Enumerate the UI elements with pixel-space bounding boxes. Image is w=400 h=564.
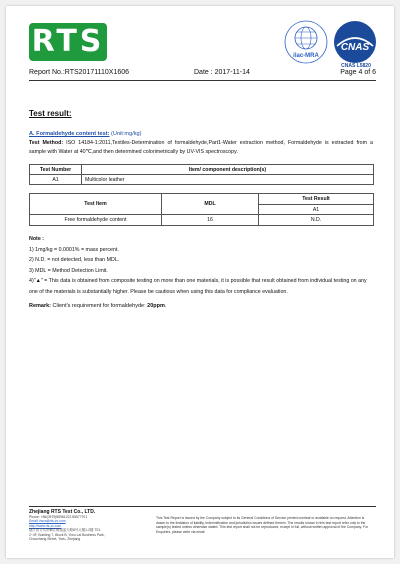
method-text: ISO 14184-1:2011,Textiles-Determination of formaldehyde,Part1-Water extraction method, Formaldehyde is extracted from a sample with Water at 40℃,and then determined colorimetrically by UV-VIS spectroscopy. bbox=[29, 140, 374, 155]
cnas-label: CNAS bbox=[340, 42, 370, 53]
sample-header-description: Item/ component description(s) bbox=[82, 165, 374, 175]
sample-description-cell: Multicolor leather bbox=[82, 175, 374, 185]
test-result-title: Test result: bbox=[29, 109, 72, 118]
sample-number-cell: A1 bbox=[30, 175, 82, 185]
note-item: 3) MDL = Method Detection Limit. bbox=[29, 267, 108, 274]
footer-divider bbox=[29, 506, 376, 507]
note-item: 4)"▲" = This data is obtained from composite testing on more than one materials, it is possible that result obtained from individual testing on any one of the materials is substantially higher. Please be cautious when using this data for compliance evaluation. bbox=[29, 278, 367, 295]
remark-label: Remark: bbox=[29, 303, 52, 309]
note-item: 1) 1mg/kg = 0.0001% = mass percent. bbox=[29, 246, 119, 253]
cnas-code: CNAS L5820 bbox=[341, 63, 371, 69]
header-divider bbox=[29, 80, 376, 81]
rts-logo: RTS bbox=[29, 23, 107, 61]
result-item-cell: Free formaldehyde content bbox=[30, 215, 162, 226]
remark-value: 20ppm bbox=[147, 303, 165, 309]
footer-company-info bbox=[29, 509, 134, 541]
result-header-result: Test Result bbox=[259, 194, 374, 205]
ilac-mra-logo bbox=[284, 20, 328, 64]
result-mdl-cell: 16 bbox=[162, 215, 259, 226]
footer-company-name: Zhejiang RTS Test Co., LTD. bbox=[29, 509, 96, 515]
footer-phone: Phone: +86(0579)85981222 85577971 bbox=[29, 515, 88, 519]
notes-block bbox=[29, 234, 374, 297]
method-label: Test Method: bbox=[29, 140, 64, 146]
footer-address-cn: 浙江省义乌市稠江街道蓝天路8号大楼1-2楼 TEL bbox=[29, 528, 101, 533]
remark-end: . bbox=[164, 303, 167, 309]
result-header-mdl: MDL bbox=[162, 194, 259, 215]
footer-address-line1: 2~4F, Building 7, Block B, Yiwu Lai Business Park, bbox=[29, 532, 105, 537]
section-a-unit: (Unit:mg/kg) bbox=[109, 131, 142, 137]
report-number: Report No.:RTS20171110X1606 bbox=[29, 69, 130, 76]
ilac-label: ilac-MRA bbox=[293, 53, 319, 59]
result-table bbox=[29, 193, 374, 226]
footer-website[interactable]: http://www.rts-zx.com bbox=[29, 523, 62, 528]
note-item: 2) N.D. = not detected, less than MDL. bbox=[29, 257, 120, 263]
footer-address-line2: Chouzhang Street, Yiwu, Zhejiang bbox=[29, 537, 81, 542]
report-date: Date : 2017-11-14 bbox=[194, 69, 250, 76]
footer-email[interactable]: Email: rtscs@rts-zx.com bbox=[29, 519, 66, 524]
table-row bbox=[30, 215, 374, 226]
footer-disclaimer: This Test Report is issued by the Company subject to its General Conditions of Service printed overleaf or available on request. Attention is drawn to the limitation of liability, indemnification and jurisdiction issues defined therein. The results shown in this test report refer only to the sample(s) tested unless otherwise stated. This test report shall not be reproduced, except in full, without written approval of the Company. For Enquiries, please write via email. bbox=[156, 516, 369, 534]
section-a-title: A. Formaldehyde content test: bbox=[29, 131, 110, 137]
remark-text: Client's requirement for formaldehyde: bbox=[51, 303, 148, 309]
remark bbox=[29, 303, 166, 309]
section-a-heading bbox=[29, 131, 142, 137]
table-row bbox=[30, 175, 374, 185]
page-number: Page 4 of 6 bbox=[340, 69, 376, 76]
notes-label: Note : bbox=[29, 236, 45, 242]
cnas-logo bbox=[333, 20, 377, 64]
sample-table bbox=[29, 164, 374, 185]
result-value-cell: N.D. bbox=[259, 215, 374, 226]
test-method bbox=[29, 139, 373, 157]
result-subheader-a1: A1 bbox=[259, 205, 374, 215]
report-page bbox=[6, 6, 394, 558]
sample-header-number: Test Number bbox=[30, 165, 82, 175]
result-header-item: Test Item bbox=[30, 194, 162, 215]
